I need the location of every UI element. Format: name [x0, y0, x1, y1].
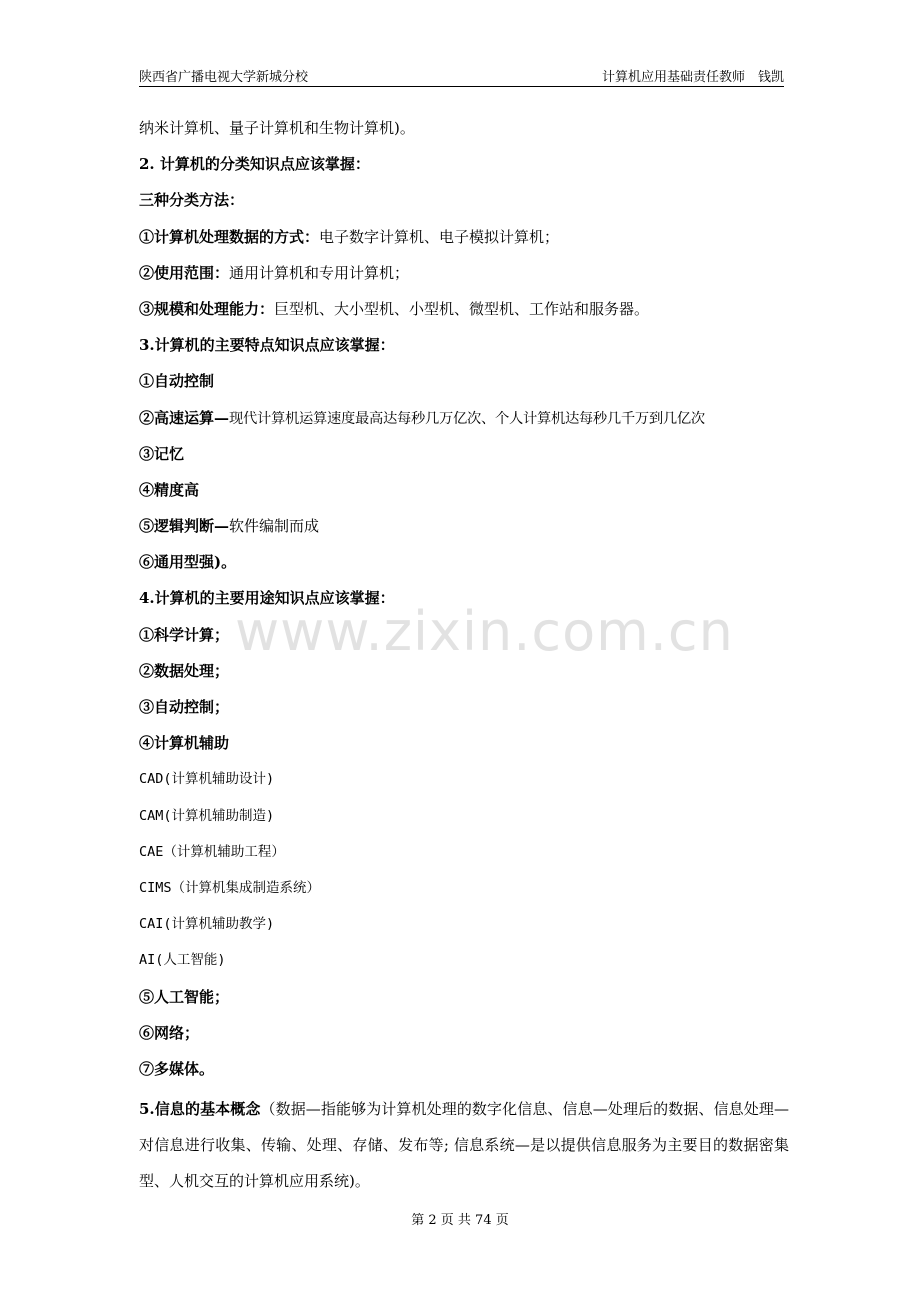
section-info-concept — [139, 1091, 789, 1200]
list-item: ③自动控制； — [139, 698, 230, 716]
header-teacher: 计算机应用基础责任教师 钱凯 — [601, 70, 784, 85]
list-item-label: ⑤逻辑判断— — [139, 517, 230, 536]
list-item-label: ②高速运算— — [139, 408, 230, 427]
list-item: ①科学计算； — [139, 625, 230, 644]
list-item-text: 软件编制而成 — [229, 517, 320, 536]
sub-list-item: CAM(计算机辅助制造) — [139, 807, 275, 824]
list-item: ④计算机辅助 — [139, 734, 230, 753]
paragraph-text: （数据—指能够为计算机处理的数字化信息、信息—处理后的数据、信息处理—对信息进行收集、传输、处理、存储、发布等; 信息系统—是以提供信息服务为主要目的数据密集型、人机交互的计算机应用系统)。 — [139, 1100, 789, 1191]
list-item — [139, 404, 789, 440]
list-item: ②数据处理； — [139, 661, 230, 680]
list-item — [139, 512, 789, 548]
list-item: ⑥通用型强)。 — [139, 553, 237, 572]
list-item: ④精度高 — [139, 480, 200, 499]
page-header — [139, 66, 784, 87]
document-body — [139, 114, 789, 1200]
sub-list-item: CIMS（计算机集成制造系统） — [139, 879, 321, 896]
list-item — [139, 259, 789, 295]
list-item-label: ②使用范围： — [139, 263, 230, 282]
page-footer: 第 2 页 共 74 页 — [411, 1213, 509, 1228]
sub-list-item: CAI(计算机辅助教学) — [139, 916, 275, 933]
list-item-text: 通用计算机和专用计算机； — [229, 263, 410, 282]
header-school-name: 陕西省广播电视大学新城分校 — [139, 70, 309, 85]
list-item: ⑦多媒体。 — [139, 1059, 215, 1078]
section-heading-features: 3.计算机的主要特点知识点应该掌握： — [139, 336, 395, 355]
list-item-text: 现代计算机运算速度最高达每秒几万亿次、个人计算机达每秒几千万到几亿次 — [229, 410, 705, 427]
sub-list-item: AI(人工智能) — [139, 952, 226, 969]
list-item: ①自动控制 — [139, 372, 215, 391]
list-item: ③记忆 — [139, 444, 185, 463]
sub-list-item: CAE（计算机辅助工程） — [139, 843, 285, 860]
list-item-label: ③规模和处理能力： — [139, 299, 275, 318]
text-line: 三种分类方法： — [139, 191, 245, 210]
sub-list-item: CAD(计算机辅助设计) — [139, 771, 275, 788]
list-item-label: ①计算机处理数据的方式： — [139, 227, 320, 246]
text-line: 纳米计算机、量子计算机和生物计算机)。 — [139, 119, 415, 137]
list-item-text: 电子数字计算机、电子模拟计算机； — [319, 227, 560, 246]
section-heading-info: 5.信息的基本概念 — [139, 1100, 261, 1119]
list-item-text: 巨型机、大小型机、小型机、微型机、工作站和服务器。 — [274, 299, 650, 318]
list-item: ⑥网络； — [139, 1023, 200, 1042]
watermark-text: www.zixin.com.cn — [235, 600, 734, 663]
section-heading-classification: 2. 计算机的分类知识点应该掌握： — [139, 155, 370, 174]
section-heading-uses: 4.计算机的主要用途知识点应该掌握： — [139, 589, 395, 608]
list-item — [139, 223, 789, 259]
list-item — [139, 295, 789, 331]
list-item: ⑤人工智能； — [139, 987, 230, 1006]
